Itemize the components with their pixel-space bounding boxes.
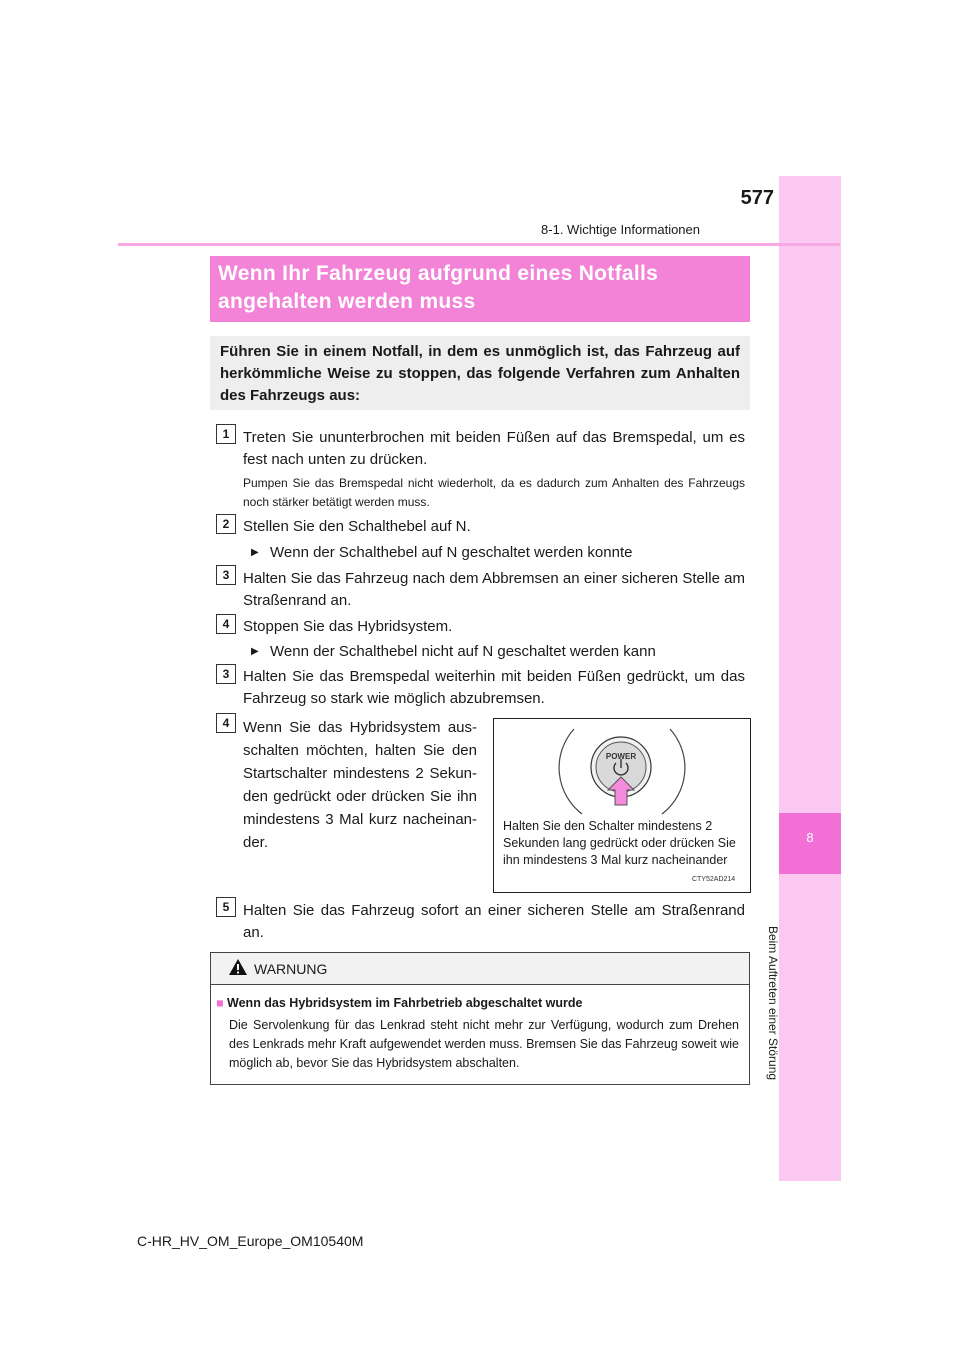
page-title: Wenn Ihr Fahrzeug aufgrund eines Notfalls angehalten werden muss: [218, 262, 659, 313]
case-a-heading: Wenn der Schalthebel auf N geschaltet werden konnte: [270, 544, 633, 561]
section-label: 8-1. Wichtige Informationen: [541, 222, 700, 237]
step-badge-4b: 4: [216, 713, 236, 733]
side-chapter-title: Beim Auftreten einer Störung: [766, 925, 780, 1081]
step-3b-text: Halten Sie das Bremspedal weiterhin mit beiden Füßen gedrückt, um das Fahrzeug so stark wie möglich abzubremsen.: [243, 668, 745, 707]
step-5-text: Halten Sie das Fahrzeug sofort an einer sicheren Stelle am Straßenrand an.: [243, 902, 745, 941]
step-badge-1: 1: [216, 424, 236, 444]
power-button-illustration: [494, 719, 748, 819]
step-3-text: Halten Sie das Fahrzeug nach dem Abbremsen an einer sicheren Stelle am Straßenrand an.: [243, 570, 745, 609]
step-badge-4: 4: [216, 614, 236, 634]
triangle-bullet-icon: ▶: [251, 547, 259, 558]
step-badge-2: 2: [216, 514, 236, 534]
step-badge-5: 5: [216, 897, 236, 917]
power-button-label: POWER: [605, 752, 637, 761]
step-2-text: Stellen Sie den Schalthebel auf N.: [243, 518, 471, 535]
footer-doc-id: C-HR_HV_OM_Europe_OM10540M: [137, 1233, 364, 1249]
step-badge-3: 3: [216, 565, 236, 585]
warning-title: WARNUNG: [254, 961, 328, 977]
side-chapter-number: 8: [806, 830, 814, 845]
step-1-text: Treten Sie ununterbrochen mit beiden Füßen auf das Bremspedal, um es fest nach unten zu drücken.: [243, 429, 745, 468]
step-badge-3b: 3: [216, 664, 236, 684]
triangle-bullet-icon: ▶: [251, 646, 259, 657]
page-number: 577: [740, 187, 774, 209]
header-rule: [118, 243, 840, 246]
intro-text: Führen Sie in einem Notfall, in dem es unmöglich ist, das Fahrzeug auf herkömmliche Weise zu stoppen, das folgende Verfahren zum Anhalten des Fahrzeugs aus:: [220, 343, 740, 404]
step-1-note: Pumpen Sie das Bremspedal nicht wiederholt, da es dadurch zum Anhalten des Fahrzeugs noch stärker betätigt werden muss.: [243, 476, 745, 509]
step-4b-text: Wenn Sie das Hybridsystem aus-schalten möchten, halten Sie den Startschalter mindestens 2 Sekun-den gedrückt oder drücken Sie ihn mindestens 3 Mal kurz nacheinan-der.: [243, 719, 477, 851]
case-b-heading: Wenn der Schalthebel nicht auf N geschaltet werden kann: [270, 643, 656, 660]
step-4-text: Stoppen Sie das Hybridsystem.: [243, 618, 453, 635]
square-bullet-icon: ■: [216, 996, 228, 1010]
warning-item-text: Die Servolenkung für das Lenkrad steht nicht mehr zur Verfügung, wodurch zum Drehen des Lenkrads mehr Kraft aufgewendet werden muss. Bremsen Sie das Fahrzeug soweit wie möglich ab, bevor Sie das Hybridsystem abschalten.: [229, 1018, 739, 1070]
side-tab-band: [779, 176, 841, 1181]
warning-icon: [228, 958, 248, 976]
warning-item-heading: ■ Wenn das Hybridsystem im Fahrbetrieb abgeschaltet wurde: [216, 996, 583, 1010]
figure-code: CTY52AD214: [692, 876, 736, 883]
figure-caption: Halten Sie den Schalter mindestens 2 Sekunden lang gedrückt oder drücken Sie ihn mindestens 3 Mal kurz nacheinander: [503, 819, 736, 867]
